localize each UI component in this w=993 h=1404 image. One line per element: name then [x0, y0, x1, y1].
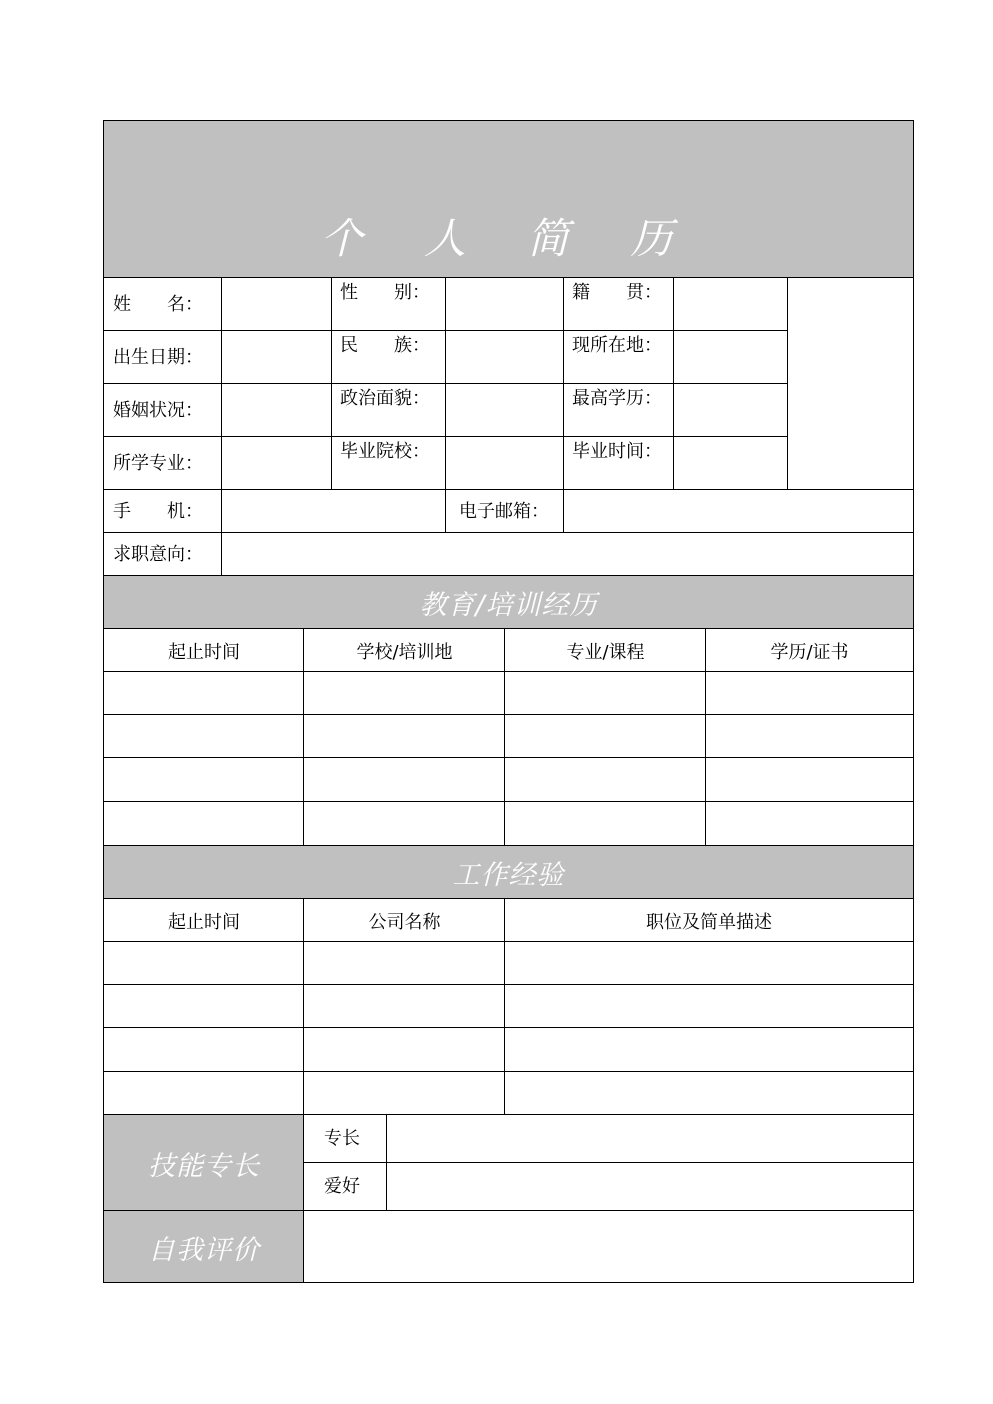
- grid-line: [103, 801, 914, 802]
- grid-line: [103, 532, 914, 533]
- job-intention-field[interactable]: [222, 533, 913, 576]
- current-location-field[interactable]: [674, 331, 788, 384]
- email-field[interactable]: [564, 490, 913, 533]
- work-row[interactable]: [104, 942, 913, 985]
- highest-education-label: 最高学历：: [572, 388, 662, 409]
- work-header-period: 起止时间: [168, 911, 240, 933]
- grid-line: [221, 277, 222, 576]
- native-place-label: 籍 贯：: [572, 282, 662, 303]
- grid-line: [103, 628, 914, 629]
- grid-line: [103, 757, 914, 758]
- work-row[interactable]: [104, 1028, 913, 1072]
- phone-field[interactable]: [222, 490, 446, 533]
- grid-line: [103, 898, 914, 899]
- hobby-label: 爱好: [324, 1176, 360, 1197]
- grid-line: [103, 845, 914, 846]
- edu-header-major: 专业/课程: [566, 641, 645, 663]
- grid-line: [386, 1114, 387, 1211]
- table-border: [913, 120, 914, 1283]
- grid-line: [103, 1071, 914, 1072]
- self-evaluation-field[interactable]: [304, 1211, 913, 1283]
- education-row[interactable]: [104, 758, 913, 802]
- edu-header-period: 起止时间: [168, 641, 240, 663]
- specialty-label: 专长: [324, 1128, 360, 1149]
- name-label: 姓 名：: [113, 293, 203, 315]
- ethnicity-field[interactable]: [446, 331, 563, 384]
- grid-line: [103, 671, 914, 672]
- photo-area[interactable]: [788, 278, 913, 490]
- grid-line: [304, 1162, 914, 1163]
- grid-line: [103, 941, 914, 942]
- birth-date-label: 出生日期：: [113, 346, 203, 368]
- work-row[interactable]: [104, 985, 913, 1028]
- education-row[interactable]: [104, 802, 913, 846]
- grid-line: [103, 489, 914, 490]
- political-status-field[interactable]: [446, 384, 563, 437]
- name-field[interactable]: [222, 278, 331, 331]
- grid-line: [563, 277, 564, 533]
- grid-line: [103, 714, 914, 715]
- grid-line: [705, 628, 706, 846]
- table-border: [103, 120, 914, 121]
- phone-label: 手 机：: [113, 500, 203, 522]
- education-row[interactable]: [104, 715, 913, 758]
- table-border: [103, 120, 104, 1283]
- work-header-position: 职位及简单描述: [646, 911, 772, 933]
- hobby-field[interactable]: [387, 1163, 913, 1211]
- graduate-school-label: 毕业院校：: [340, 441, 430, 462]
- major-label: 所学专业：: [113, 452, 203, 474]
- education-section-title: 教育/培训经历: [104, 576, 913, 629]
- grid-line: [103, 575, 914, 576]
- graduation-time-field[interactable]: [674, 437, 788, 490]
- grid-line: [103, 277, 914, 278]
- work-row[interactable]: [104, 1072, 913, 1115]
- job-intention-label: 求职意向：: [113, 543, 203, 565]
- resume-title: 个 人 简 历: [104, 121, 913, 278]
- table-border: [103, 1282, 914, 1283]
- native-place-field[interactable]: [674, 278, 788, 331]
- marital-status-field[interactable]: [222, 384, 331, 437]
- grid-line: [673, 277, 674, 490]
- graduate-school-field[interactable]: [446, 437, 563, 490]
- grid-line: [103, 1114, 914, 1115]
- grid-line: [303, 898, 304, 1115]
- graduation-time-label: 毕业时间：: [572, 441, 662, 462]
- edu-header-school: 学校/培训地: [356, 641, 453, 663]
- grid-line: [445, 277, 446, 533]
- grid-line: [787, 277, 788, 490]
- skills-section-title: 技能专长: [104, 1115, 304, 1211]
- grid-line: [103, 1027, 914, 1028]
- grid-line: [331, 277, 332, 490]
- ethnicity-label: 民 族：: [340, 335, 430, 356]
- gender-field[interactable]: [446, 278, 563, 331]
- work-header-company: 公司名称: [368, 911, 441, 933]
- email-label: 电子邮箱：: [459, 500, 549, 522]
- current-location-label: 现所在地：: [572, 335, 662, 356]
- birth-date-field[interactable]: [222, 331, 331, 384]
- major-field[interactable]: [222, 437, 331, 490]
- political-status-label: 政治面貌：: [340, 388, 430, 409]
- specialty-field[interactable]: [387, 1115, 913, 1163]
- self-evaluation-title: 自我评价: [104, 1211, 304, 1283]
- highest-education-field[interactable]: [674, 384, 788, 437]
- grid-line: [303, 1114, 304, 1283]
- grid-line: [103, 1210, 914, 1211]
- work-section-title: 工作经验: [104, 846, 913, 899]
- grid-line: [303, 628, 304, 846]
- gender-label: 性 别：: [340, 282, 430, 303]
- edu-header-degree: 学历/证书: [770, 641, 849, 663]
- marital-status-label: 婚姻状况：: [113, 399, 203, 421]
- education-row[interactable]: [104, 672, 913, 715]
- grid-line: [103, 984, 914, 985]
- grid-line: [504, 628, 505, 846]
- grid-line: [504, 898, 505, 1115]
